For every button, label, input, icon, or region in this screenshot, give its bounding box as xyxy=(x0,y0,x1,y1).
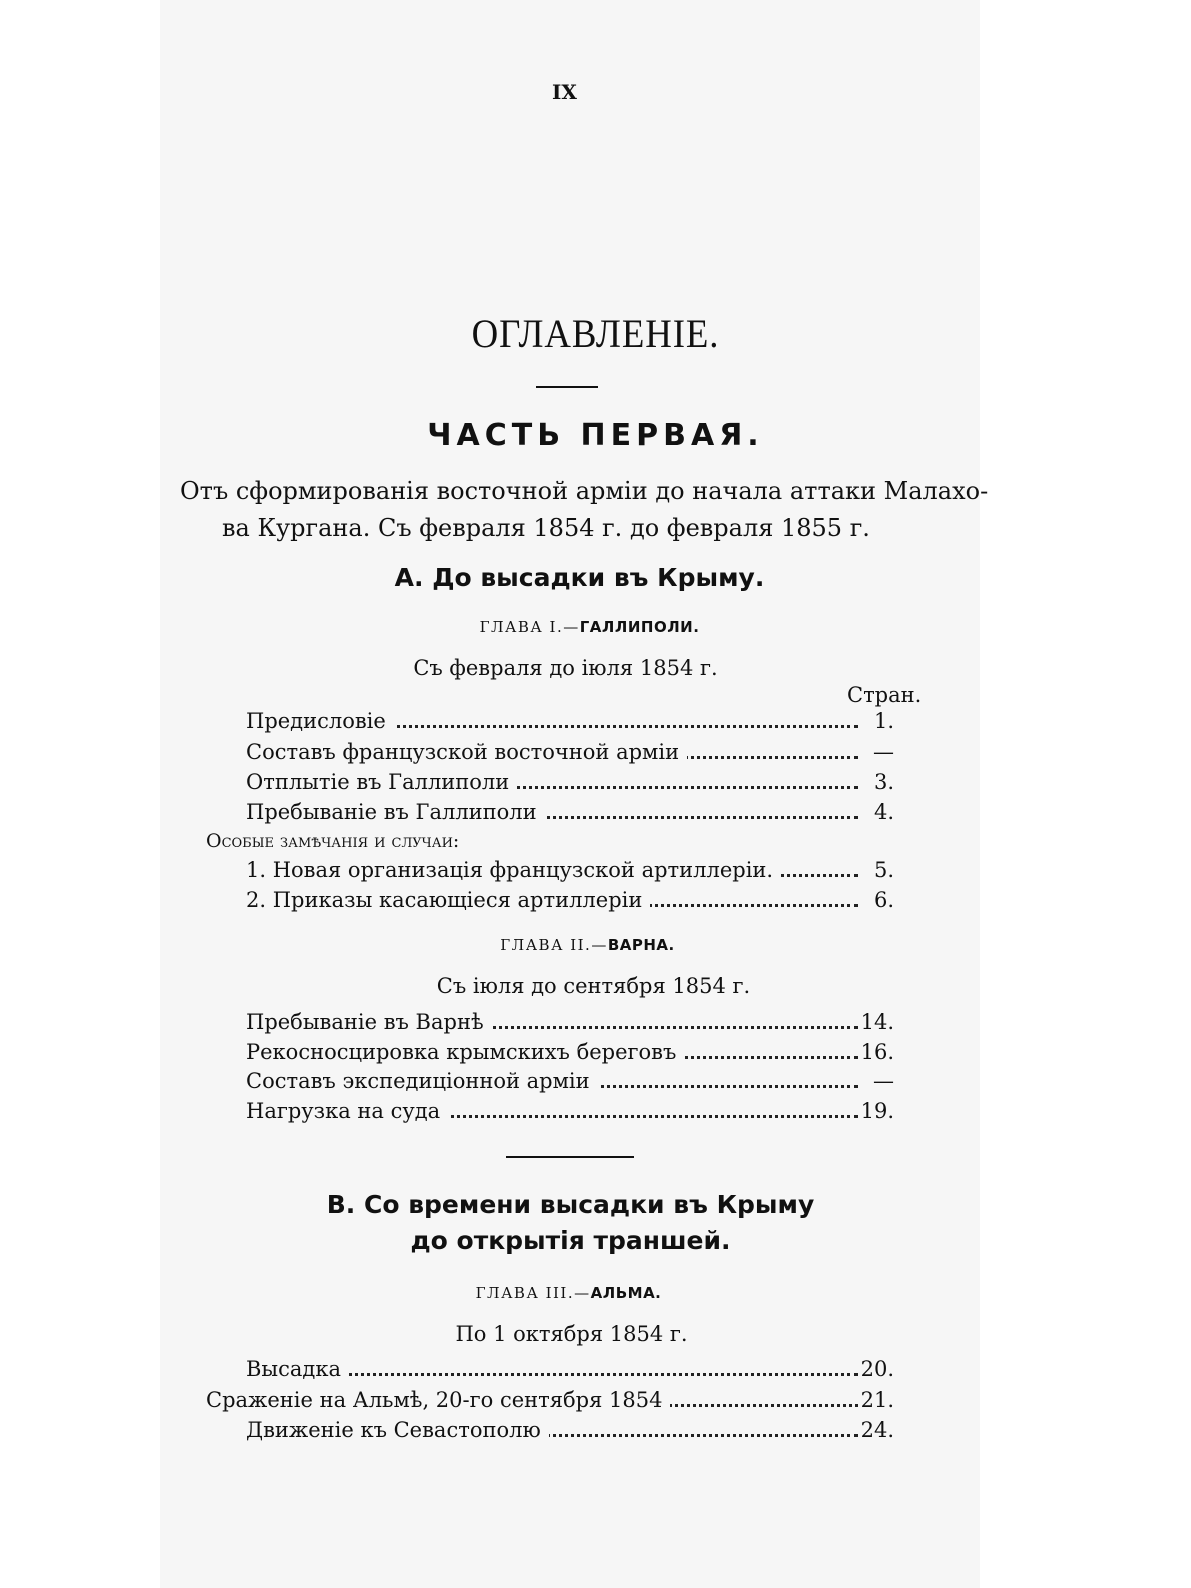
chapter-1-name: ГАЛЛИПОЛИ. xyxy=(579,618,700,636)
toc-entry-page: 6. xyxy=(860,888,894,912)
toc-entry[interactable] xyxy=(246,797,894,827)
toc-entry-page: 16. xyxy=(860,1040,894,1064)
toc-entry-label: Пребываніе въ Галлиполи xyxy=(246,800,545,824)
chapter-3-dates: По 1 октября 1854 г. xyxy=(455,1322,688,1346)
toc-entry[interactable] xyxy=(246,1096,894,1126)
toc-entry[interactable] xyxy=(246,1007,894,1037)
toc-entry-page: 5. xyxy=(860,858,894,882)
chapter-2-dates: Съ іюля до сентября 1854 г. xyxy=(436,974,751,998)
part-subtitle-line2: ва Кургана. Съ февраля 1854 г. до февраля 1855 г. xyxy=(222,514,870,542)
toc-entry-page: — xyxy=(860,1069,894,1093)
part-heading: ЧАСТЬ ПЕРВАЯ. xyxy=(427,418,764,453)
toc-entry-page: 1. xyxy=(860,709,894,733)
chapter-3-name: АЛЬМА. xyxy=(590,1284,662,1302)
toc-entry-label: 1. Новая организація французской артиллеріи. xyxy=(246,858,781,882)
toc-entry[interactable] xyxy=(246,1354,894,1384)
toc-entry[interactable] xyxy=(246,885,894,915)
page-title: ОГЛАВЛЕНІЕ. xyxy=(471,311,720,356)
toc-entry-label: Рекосносцировка крымскихъ береговъ xyxy=(246,1040,684,1064)
toc-entry-page: 19. xyxy=(860,1099,894,1123)
section-divider xyxy=(506,1156,634,1158)
toc-entry-label: Отплытіе въ Галлиполи xyxy=(246,770,517,794)
toc-entry-label: Предисловіе xyxy=(246,709,394,733)
toc-entry-page: 4. xyxy=(860,800,894,824)
toc-entry[interactable] xyxy=(246,1066,894,1096)
toc-entry-page: — xyxy=(860,740,894,764)
chapter-2-heading xyxy=(0,936,1183,954)
toc-entry[interactable] xyxy=(206,1385,894,1415)
toc-entry-label: Движеніе къ Севастополю xyxy=(246,1418,549,1442)
section-a-heading: А. До высадки въ Крыму. xyxy=(394,563,765,592)
toc-entry[interactable] xyxy=(246,1415,894,1445)
toc-entry-page: 3. xyxy=(860,770,894,794)
toc-entry-page: 24. xyxy=(860,1418,894,1442)
toc-entry-page: 21. xyxy=(860,1388,894,1412)
toc-entry-page: 20. xyxy=(860,1357,894,1381)
toc-entry-label: Сраженіе на Альмѣ, 20-го сентября 1854 xyxy=(206,1388,670,1412)
chapter-2-prefix: ГЛАВА II.— xyxy=(500,936,608,954)
section-b-heading-line1: В. Со времени высадки въ Крыму xyxy=(326,1190,815,1219)
toc-entry-label: Нагрузка на суда xyxy=(246,1099,448,1123)
notes-heading: Особые замѣчанія и случаи: xyxy=(206,830,460,852)
pages-column-label: Стран. xyxy=(847,683,922,707)
chapter-1-dates: Съ февраля до іюля 1854 г. xyxy=(413,656,718,680)
toc-entry-page: 14. xyxy=(860,1010,894,1034)
chapter-1-heading xyxy=(0,618,1185,636)
chapter-1-prefix: ГЛАВА I.— xyxy=(479,618,580,636)
toc-entry-label: 2. Приказы касающіеся артиллеріи xyxy=(246,888,650,912)
chapter-3-heading xyxy=(0,1284,1164,1302)
toc-entry[interactable] xyxy=(246,855,894,885)
title-divider xyxy=(536,386,598,388)
toc-entry[interactable] xyxy=(246,1037,894,1067)
toc-entry[interactable] xyxy=(246,737,894,767)
toc-entry-label: Высадка xyxy=(246,1357,349,1381)
toc-entry[interactable] xyxy=(246,767,894,797)
section-b-heading-line2: до открытія траншей. xyxy=(410,1226,731,1255)
toc-entry-label: Пребываніе въ Варнѣ xyxy=(246,1010,492,1034)
toc-entry[interactable] xyxy=(246,706,894,736)
toc-entry-label: Составъ французской восточной арміи xyxy=(246,740,687,764)
chapter-2-name: ВАРНА. xyxy=(607,936,675,954)
toc-entry-label: Составъ экспедиціонной арміи xyxy=(246,1069,598,1093)
chapter-3-prefix: ГЛАВА III.— xyxy=(475,1284,591,1302)
page-number: IX xyxy=(552,80,577,104)
part-subtitle-line1: Отъ сформированія восточной арміи до начала аттаки Малахо- xyxy=(180,477,989,505)
